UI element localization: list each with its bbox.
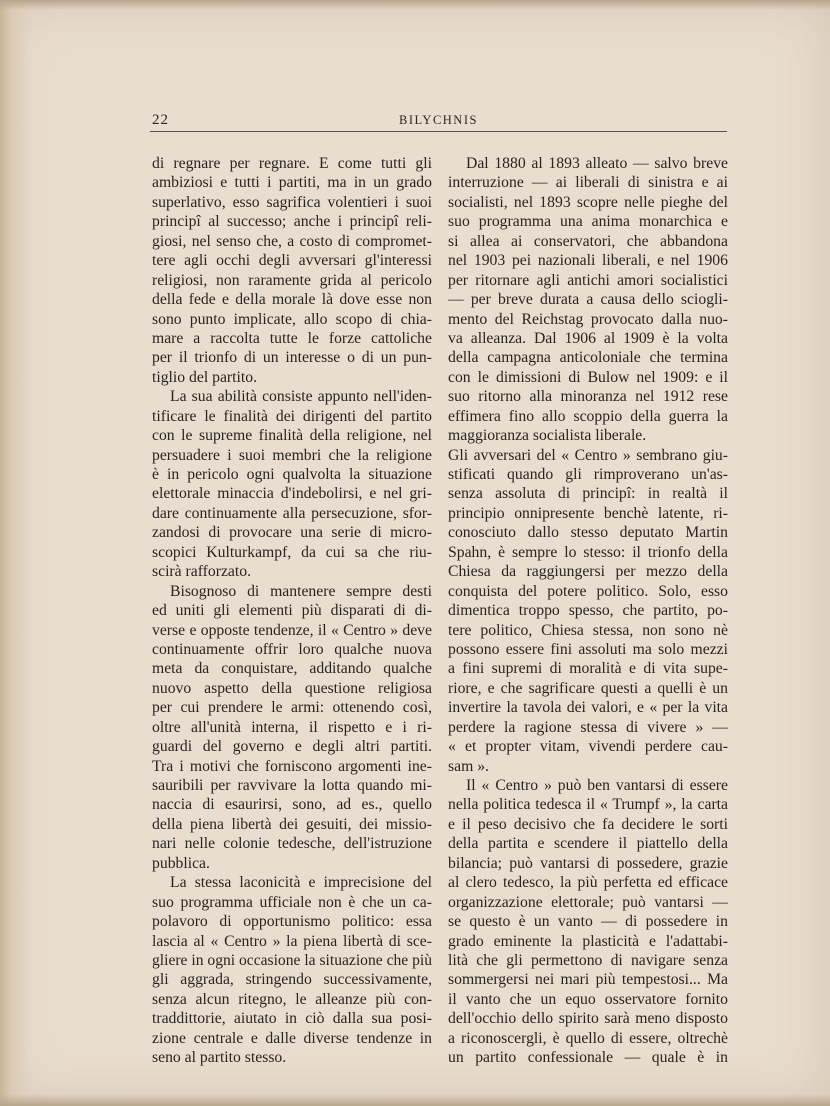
text-line: suo ritorno alla minoranza nel 1912 rese	[448, 388, 728, 406]
text-line: mare a raccolta tutte le forze cattoliche	[152, 329, 432, 347]
text-line: scopici Kulturkampf, da cui sa che riu-	[152, 543, 432, 561]
text-line: dell'occhio dello spirito sarà meno disposto	[448, 1010, 728, 1028]
text-line: maggioranza socialista liberale.	[448, 427, 647, 445]
text-line: elettorale minaccia d'indebolirsi, e nel gri-	[152, 485, 432, 503]
text-line: nari nelle colonie tedesche, dell'istruzione	[152, 835, 432, 853]
text-line: tificare le finalità dei dirigenti del partito	[152, 407, 432, 425]
page-header	[150, 110, 727, 132]
text-line: Chiesa da raggiungersi per mezzo della	[448, 563, 728, 581]
text-line: lità che gli permettono di navigare senza	[448, 951, 728, 969]
text-line: gliere in ogni occasione la situazione che più	[152, 951, 432, 969]
text-line: scirà rafforzato.	[152, 563, 252, 581]
text-line: un partito confessionale — quale è in	[448, 1049, 728, 1067]
text-line: conquista del potere politico. Solo, esso	[448, 582, 728, 600]
text-line: dare continuamente alla persecuzione, sfor-	[152, 504, 432, 522]
text-line: con le dimissioni di Bulow nel 1909: e il	[448, 368, 728, 386]
page-left-edge	[0, 0, 30, 1106]
text-line: stificati quando gli rimproverano un'as-	[448, 466, 728, 483]
text-line: traddittorie, aiutato in ciò dalla sua posi-	[152, 1010, 432, 1028]
text-line: sommergersi nei mari più tempestosi... Ma	[448, 971, 728, 989]
text-line: se questo è un vanto — di possedere in	[448, 913, 728, 931]
text-line: pubblica.	[152, 854, 210, 872]
text-line: Dal 1880 al 1893 alleato — salvo breve	[466, 155, 728, 172]
text-line: La stessa laconicità e imprecisione del	[170, 874, 432, 892]
text-line: bilancia; può vantarsi di possedere, grazie	[448, 854, 728, 872]
text-line: per cui prendere le armi: ottenendo così,	[152, 699, 432, 717]
text-line: nella politica tedesca il « Trumpf », la carta	[448, 796, 728, 814]
page-number: 22	[152, 112, 169, 128]
text-line: seno al partito stesso.	[152, 1049, 287, 1067]
text-line: conosciuto dallo stesso deputato Martin	[448, 524, 728, 542]
text-line: religiosi, non raramente grida al pericolo	[152, 271, 432, 289]
text-line: della partita e scendere il piattello della	[448, 835, 728, 853]
text-line: Il « Centro » può ben vantarsi di essere	[466, 777, 728, 794]
running-title: BILYCHNIS	[399, 113, 478, 127]
right-text-column	[448, 154, 728, 1068]
text-line: meta da conquistare, additando qualche	[152, 660, 432, 678]
text-line: interruzione — ai liberali di sinistra e ai	[448, 174, 728, 192]
text-line: continuamente offrir loro qualche nuova	[152, 640, 432, 658]
text-line: tere politico, Chiesa stessa, non sono nè	[448, 621, 728, 639]
text-line: polavoro di opportunismo politico: essa	[152, 913, 432, 931]
text-line: della fede e della morale là dove esse non	[152, 291, 432, 309]
text-line: Gli avversari del « Centro » sembrano giu-	[448, 446, 728, 464]
text-line: giosi, nel senso che, a costo di compromet-	[152, 232, 432, 250]
text-line: senza alcun ritegno, le alleanze più con-	[152, 990, 432, 1008]
text-line: effimera fino allo scoppio della guerra la	[448, 407, 728, 425]
text-line: e il peso decisivo che fa decidere le sorti	[448, 815, 728, 833]
text-line: è in pericolo ogni qualvolta la situazione	[152, 466, 432, 483]
text-line: perdere la ragione stessa di vivere » —	[448, 718, 728, 736]
text-line: nuovo aspetto della questione religiosa	[152, 679, 432, 697]
text-line: organizzazione elettorale; può vantarsi —	[448, 893, 728, 911]
page-top-edge	[0, 0, 830, 10]
header-rule	[150, 131, 727, 132]
text-line: zione centrale e dalle diverse tendenze in	[152, 1029, 432, 1047]
text-line: socialisti, nel 1893 scopre nelle pieghe del	[448, 193, 728, 211]
text-line: Bisognoso di mantenere sempre desti	[170, 582, 432, 600]
text-line: nel 1903 pei nazionali liberali, e nel 1906	[448, 252, 728, 270]
text-line: per ritornare agli antichi amori socialistici	[448, 271, 728, 289]
text-line: con le supreme finalità della religione, nel	[152, 427, 432, 445]
text-line: tere agli occhi degli avversari gl'interessi	[152, 252, 432, 270]
text-line: senza assoluta di principî: in realtà il	[448, 485, 728, 503]
text-line: guardi del governo e degli altri partiti.	[152, 738, 432, 756]
text-line: superlativo, esso sagrifica volentieri i suoi	[152, 193, 432, 211]
page-bottom-edge	[0, 1094, 830, 1106]
text-line: sono punto implicate, allo scopo di chia-	[152, 310, 432, 328]
text-line: della campagna anticoloniale che termina	[448, 349, 728, 367]
text-line: il vanto che un equo osservatore fornito	[448, 990, 728, 1008]
text-line: va alleanza. Dal 1906 al 1909 è la volta	[448, 329, 728, 347]
text-line: oltre all'unità interna, il rispetto e i ri-	[152, 718, 432, 736]
text-line: di regnare per regnare. E come tutti gli	[152, 155, 432, 172]
left-text-column	[152, 154, 432, 1068]
text-line: a riconoscergli, è quello di essere, oltrechè	[448, 1029, 728, 1047]
text-line: si allea ai conservatori, che abbandona	[448, 232, 728, 250]
text-line: sam ».	[448, 757, 489, 775]
text-line: naccia di esaurirsi, sono, ad es., quello	[152, 796, 432, 814]
text-line: dimentica troppo spesso, che partito, po-	[448, 602, 728, 620]
text-line: per il trionfo di un interesse o di un pun-	[152, 349, 432, 367]
text-line: riore, e che sagrificare questi a quelli è un	[448, 679, 728, 697]
text-line: gli aggrada, stringendo successivamente,	[152, 971, 432, 989]
text-line: persuadere i suoi membri che la religione	[152, 446, 432, 464]
text-line: della piena libertà dei gesuiti, dei missio-	[152, 815, 432, 833]
text-line: grado eminente la plasticità e l'adattabi-	[448, 932, 728, 950]
text-line: « et propter vitam, vivendi perdere cau-	[448, 738, 728, 756]
text-line: ed uniti gli elementi più disparati di di-	[152, 602, 432, 620]
text-line: principî al successo; anche i principî reli-	[152, 213, 432, 231]
text-line: suo programma una anima monarchica e	[448, 213, 728, 231]
text-line: Spahn, è sempre lo stesso: il trionfo della	[448, 543, 728, 561]
text-line: mento del Reichstag provocato dalla nuo-	[448, 310, 728, 328]
text-line: suo programma ufficiale non è che un ca-	[152, 893, 432, 911]
text-line: sauribili per ravvivare la lotta quando mi-	[152, 777, 432, 794]
text-line: La sua abilità consiste appunto nell'iden-	[170, 388, 432, 406]
text-line: invertire la tavola dei valori, e « per la vita	[448, 699, 728, 717]
text-line: — per breve durata a causa dello sciogli-	[448, 291, 728, 309]
text-line: tiglio del partito.	[152, 368, 258, 386]
text-line: a fini supremi di moralità e di vita supe-	[448, 660, 728, 678]
text-line: ambiziosi e tutti i partiti, ma in un grado	[152, 174, 432, 192]
text-line: possono essere fini assoluti ma solo mezzi	[448, 640, 728, 658]
text-line: lascia al « Centro » la piena libertà di sce-	[152, 932, 432, 950]
text-line: principio onnipresente benchè latente, ri-	[448, 504, 728, 522]
text-line: Tra i motivi che forniscono argomenti ine-	[152, 757, 432, 775]
text-line: zandosi di provocare una serie di micro-	[152, 524, 432, 542]
text-line: verse e opposte tendenze, il « Centro » deve	[152, 621, 432, 639]
text-line: al clero tedesco, la più perfetta ed efficace	[448, 874, 728, 892]
